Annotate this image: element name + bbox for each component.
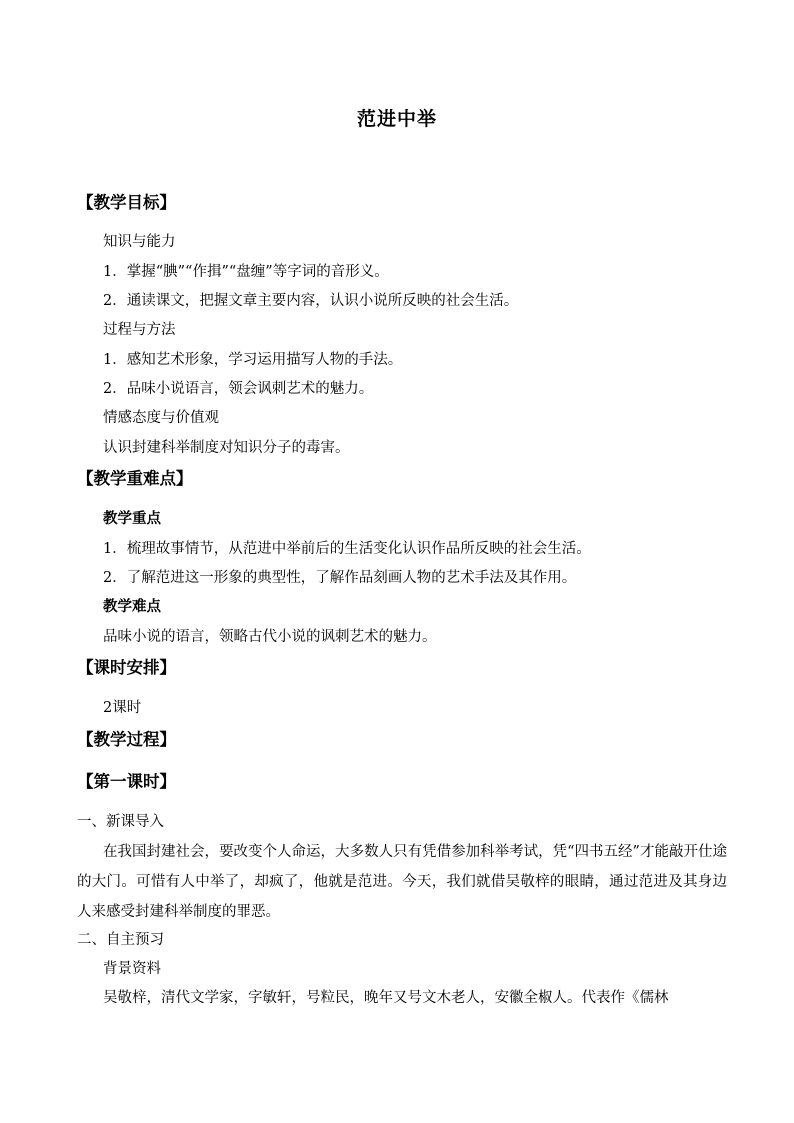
objectives-sub-knowledge: 知识与能力 <box>103 234 176 250</box>
intro-paragraph: 在我国封建社会，要改变个人命运，大多数人只有凭借参加科举考试，凭“四书五经”才能敲开仕途的大门。可惜有人中举了，却疯了，他就是范进。今天，我们就借吴敬梓的眼睛，通过范进及其身边人来感受封建科举制度的罪恶。 <box>77 844 727 920</box>
key-points-item: 1．梳理故事情节，从范进中举前后的生活变化认识作品所反映的社会生活。 <box>103 541 591 557</box>
objectives-sub-process: 过程与方法 <box>103 322 176 338</box>
key-points-item: 2．了解范进这一形象的典型性，了解作品刻画人物的艺术手法及其作用。 <box>103 570 577 586</box>
document-title: 范进中举 <box>356 108 437 130</box>
objectives-heading: 【教学目标】 <box>77 193 176 212</box>
objectives-item: 2．品味小说语言，领会讽刺艺术的魅力。 <box>103 381 374 397</box>
key-points-heading: 【教学重难点】 <box>77 469 193 488</box>
key-points-sub-focus: 教学重点 <box>103 510 161 527</box>
intro-heading: 一、新课导入 <box>77 814 164 830</box>
objectives-item: 1．感知艺术形象，学习运用描写人物的手法。 <box>103 352 403 368</box>
objectives-item: 认识封建科举制度对知识分子的毒害。 <box>103 440 350 456</box>
objectives-sub-emotion: 情感态度与价值观 <box>103 410 219 426</box>
objectives-item: 2．通读课文，把握文章主要内容，认识小说所反映的社会生活。 <box>103 293 519 309</box>
lesson-one-heading: 【第一课时】 <box>77 772 176 791</box>
objectives-item: 1．掌握“腆”“作揖”“盘缠”等字词的音形义。 <box>103 264 389 280</box>
background-label: 背景资料 <box>103 961 161 977</box>
preview-heading: 二、自主预习 <box>77 932 164 948</box>
schedule-heading: 【课时安排】 <box>77 658 176 677</box>
key-points-item: 品味小说的语言，领略古代小说的讽刺艺术的魅力。 <box>103 629 437 645</box>
schedule-text: 2课时 <box>103 700 142 716</box>
key-points-sub-difficulty: 教学难点 <box>103 598 161 615</box>
process-heading: 【教学过程】 <box>77 730 176 749</box>
background-paragraph: 吴敬梓，清代文学家，字敏轩，号粒民，晚年又号文木老人，安徽全椒人。代表作《儒林 <box>103 990 669 1006</box>
